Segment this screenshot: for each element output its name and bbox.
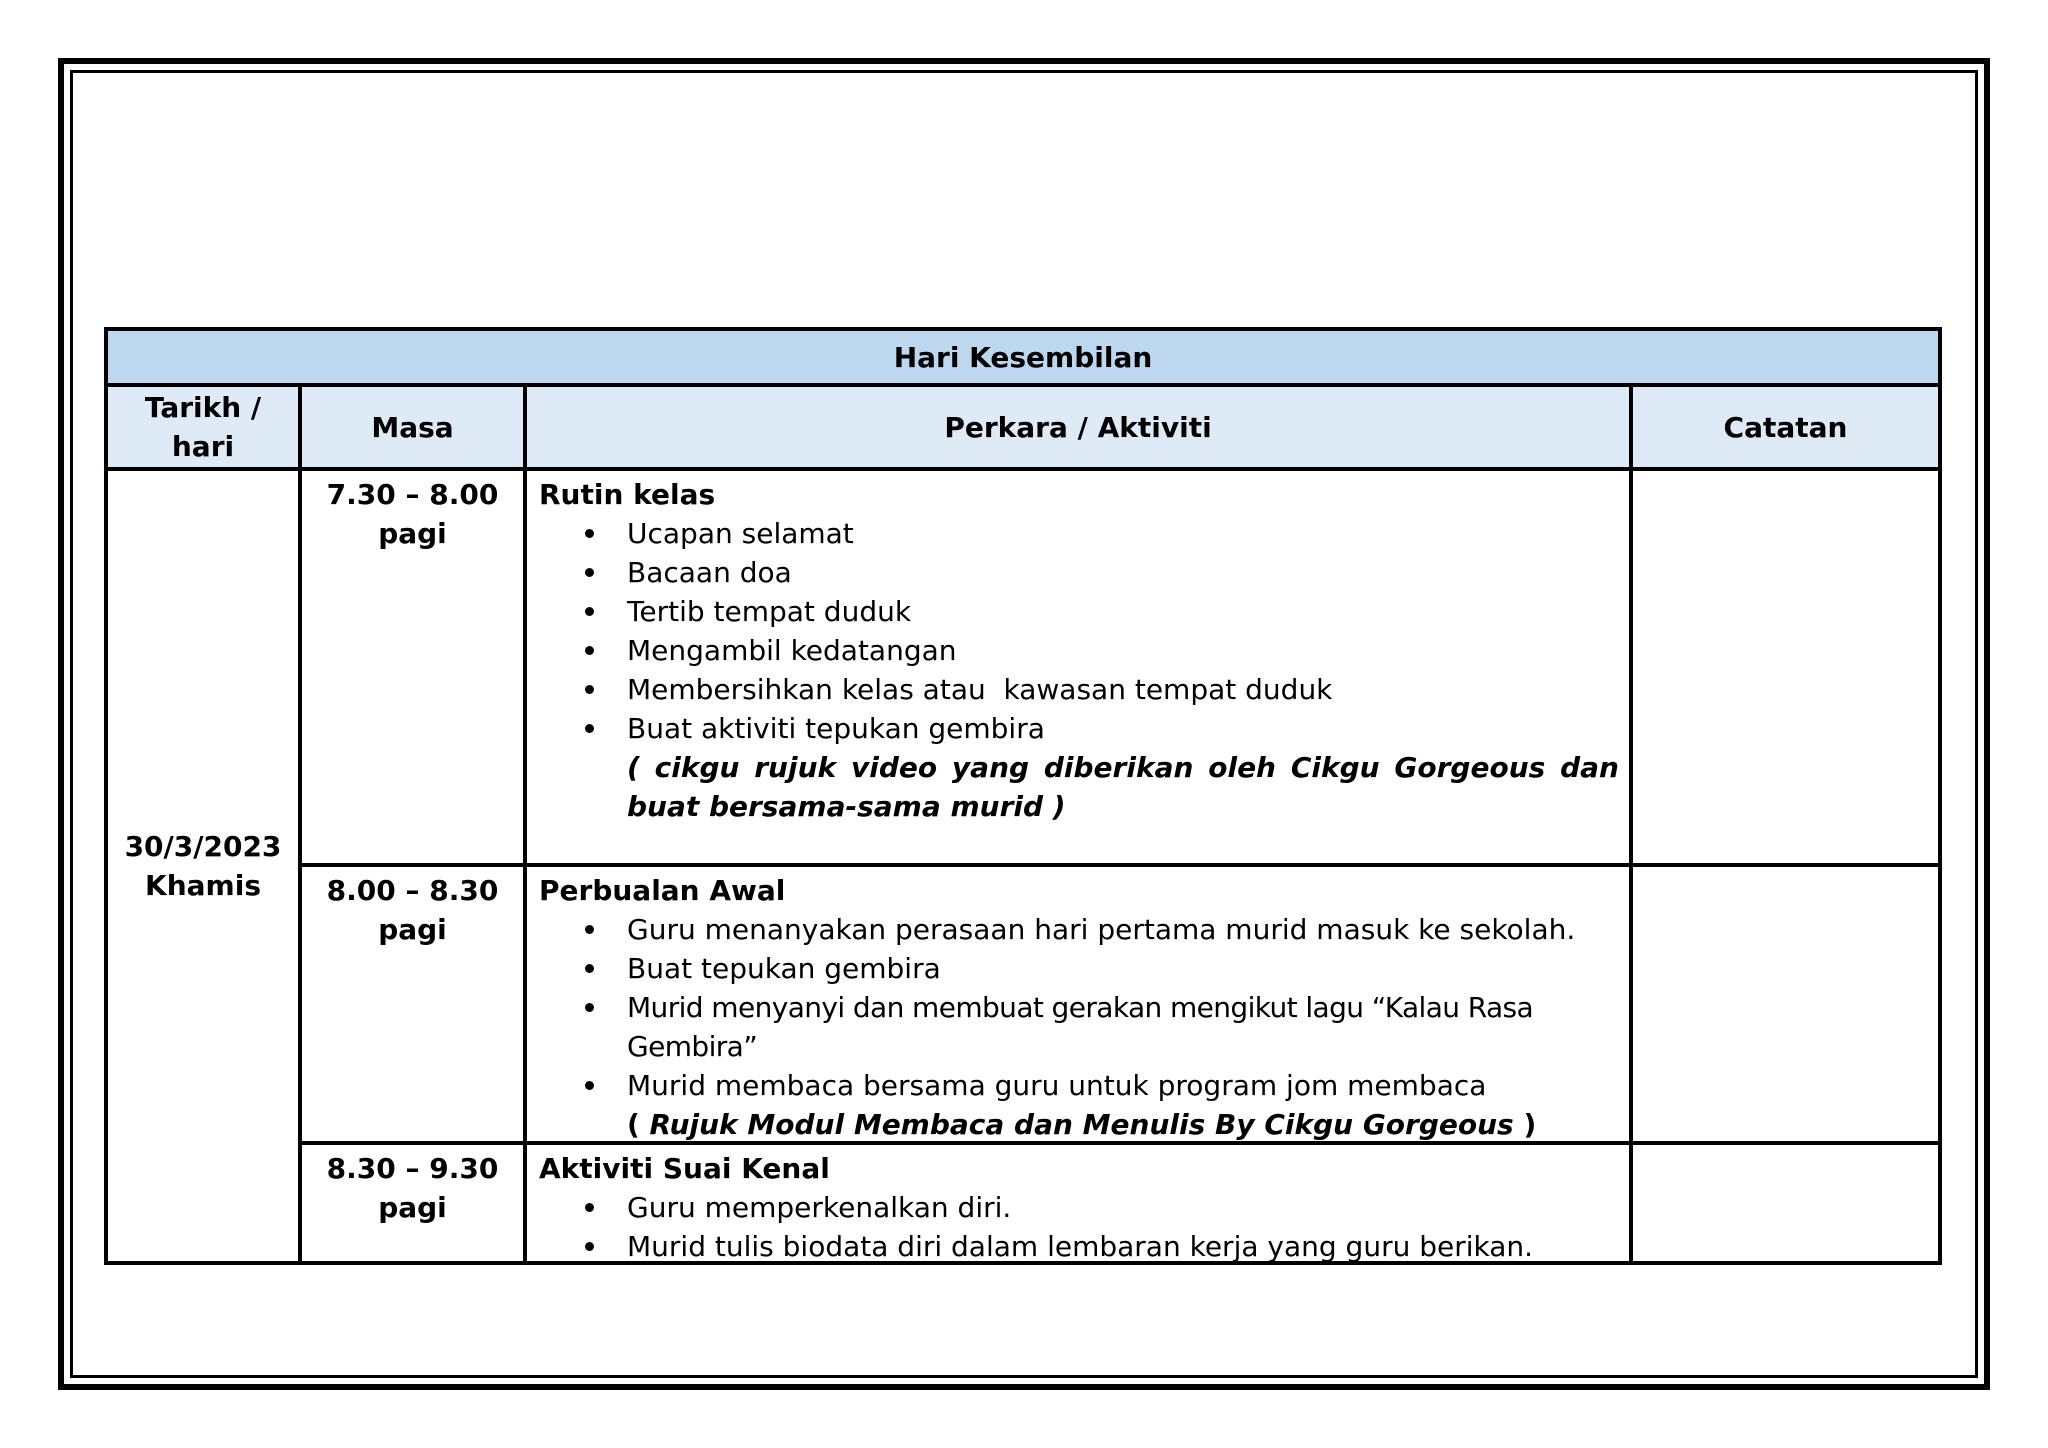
header-notes: Catatan bbox=[1633, 387, 1938, 471]
list-item bbox=[539, 670, 1619, 709]
activity-list bbox=[539, 910, 1619, 1105]
list-item bbox=[539, 553, 1619, 592]
note-open: ( bbox=[627, 1108, 650, 1141]
list-item bbox=[539, 592, 1619, 631]
list-item-text: Murid menyanyi dan membuat gerakan mengikut lagu “Kalau Rasa Gembira” bbox=[627, 991, 1534, 1063]
bullet-icon bbox=[585, 724, 594, 733]
day-value: Khamis bbox=[145, 869, 261, 902]
list-item bbox=[539, 631, 1619, 670]
bullet-icon bbox=[585, 1003, 594, 1012]
list-item-text: Tertib tempat duduk bbox=[627, 595, 912, 628]
grid-line bbox=[523, 387, 527, 1261]
header-date bbox=[108, 387, 298, 471]
bullet-icon bbox=[585, 964, 594, 973]
bullet-icon bbox=[585, 529, 594, 538]
time-range: 7.30 – 8.00 bbox=[326, 478, 499, 511]
list-item-text: Membersihkan kelas atau kawasan tempat duduk bbox=[627, 673, 1333, 706]
row-1-time bbox=[302, 475, 523, 553]
row-2-activity bbox=[539, 871, 1619, 1144]
bullet-icon bbox=[585, 1242, 594, 1251]
list-item-text: Guru menanyakan perasaan hari pertama murid masuk ke sekolah. bbox=[627, 913, 1576, 946]
list-item bbox=[539, 1188, 1619, 1227]
bullet-icon bbox=[585, 925, 594, 934]
activity-title: Rutin kelas bbox=[539, 478, 716, 511]
bullet-icon bbox=[585, 1203, 594, 1212]
list-item-text: Guru memperkenalkan diri. bbox=[627, 1191, 1012, 1224]
list-item-text: Buat aktiviti tepukan gembira bbox=[627, 712, 1045, 745]
activity-title: Aktiviti Suai Kenal bbox=[539, 1152, 830, 1185]
header-activity: Perkara / Aktiviti bbox=[527, 387, 1629, 471]
list-item-text: Murid membaca bersama guru untuk program jom membaca bbox=[627, 1069, 1487, 1102]
time-period: pagi bbox=[378, 1191, 447, 1224]
activity-list bbox=[539, 514, 1619, 748]
row-divider bbox=[302, 863, 1938, 867]
list-item bbox=[539, 1227, 1619, 1266]
time-range: 8.30 – 9.30 bbox=[326, 1152, 499, 1185]
list-item bbox=[539, 1066, 1619, 1105]
list-item bbox=[539, 514, 1619, 553]
time-period: pagi bbox=[378, 517, 447, 550]
row-3-activity bbox=[539, 1149, 1619, 1266]
bullet-icon bbox=[585, 685, 594, 694]
list-item-text: Ucapan selamat bbox=[627, 517, 854, 550]
grid-line bbox=[1629, 387, 1633, 1261]
bullet-icon bbox=[585, 1081, 594, 1090]
list-item-text: Buat tepukan gembira bbox=[627, 952, 941, 985]
activity-note bbox=[539, 1105, 1619, 1144]
note-text: Rujuk Modul Membaca dan Menulis By Cikgu Gorgeous bbox=[649, 1108, 1514, 1141]
list-item bbox=[539, 910, 1619, 949]
bullet-icon bbox=[585, 568, 594, 577]
activity-list bbox=[539, 1188, 1619, 1266]
bullet-icon bbox=[585, 607, 594, 616]
schedule-table bbox=[104, 327, 1942, 1265]
bullet-icon bbox=[585, 646, 594, 655]
table-title: Hari Kesembilan bbox=[108, 331, 1938, 387]
note-close: ) bbox=[1513, 1108, 1537, 1141]
date-cell bbox=[108, 471, 298, 1261]
activity-title: Perbualan Awal bbox=[539, 874, 786, 907]
time-period: pagi bbox=[378, 913, 447, 946]
header-time: Masa bbox=[302, 387, 523, 471]
time-range: 8.00 – 8.30 bbox=[326, 874, 499, 907]
list-item-text: Bacaan doa bbox=[627, 556, 792, 589]
list-item bbox=[539, 949, 1619, 988]
list-item-text: Mengambil kedatangan bbox=[627, 634, 957, 667]
row-2-time bbox=[302, 871, 523, 949]
date-value: 30/3/2023 bbox=[124, 830, 282, 863]
list-item bbox=[539, 988, 1619, 1066]
header-date-label: Tarikh / hari bbox=[144, 391, 262, 463]
row-1-activity bbox=[539, 475, 1619, 826]
list-item-text: Murid tulis biodata diri dalam lembaran kerja yang guru berikan. bbox=[627, 1230, 1534, 1263]
activity-note: ( cikgu rujuk video yang diberikan oleh Cikgu Gorgeous dan buat bersama-sama murid ) bbox=[627, 751, 1619, 823]
list-item bbox=[539, 709, 1619, 748]
row-3-time bbox=[302, 1149, 523, 1227]
